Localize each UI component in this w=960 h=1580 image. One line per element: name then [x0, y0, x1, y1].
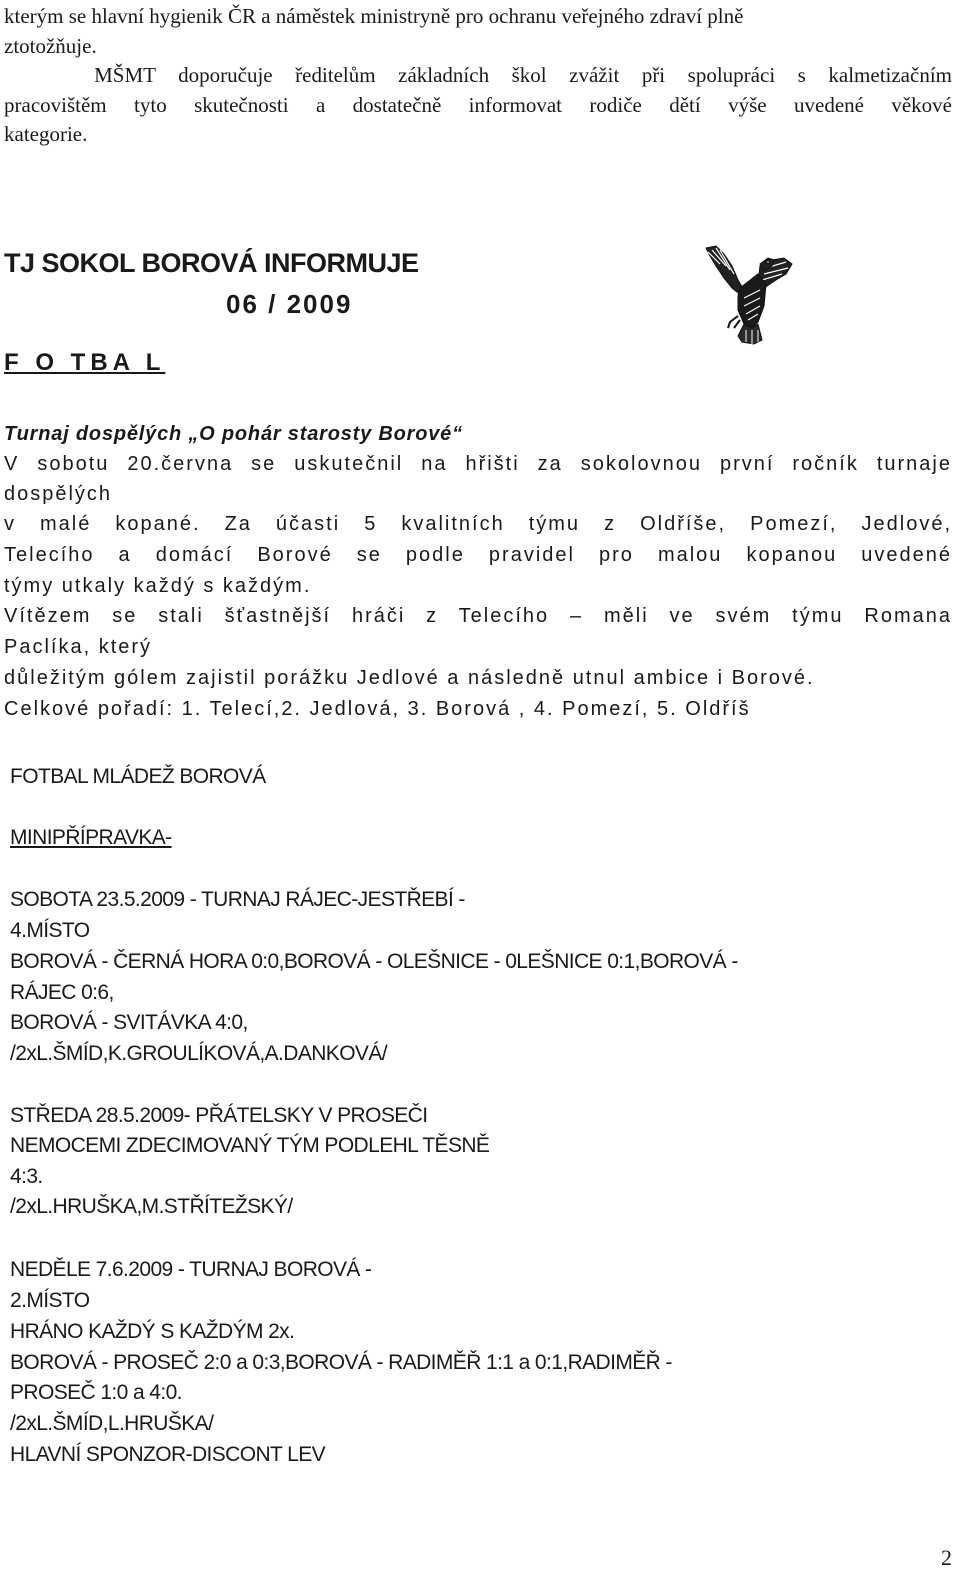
youth-line: /2xL.ŠMÍD,L.HRUŠKA/ — [10, 1412, 214, 1435]
youth-line: /2xL.ŠMÍD,K.GROULÍKOVÁ,A.DANKOVÁ/ — [10, 1042, 387, 1065]
tournament-line: Paclíka, který — [4, 636, 153, 658]
tournament-line: Telecího a domácí Borové se podle pravidel pro malou kopanou uvedené — [4, 544, 952, 566]
page-number: 2 — [941, 1545, 952, 1570]
youth-line: BOROVÁ - ČERNÁ HORA 0:0,BOROVÁ - OLEŠNICE - 0LEŠNICE 0:1,BOROVÁ - — [10, 950, 738, 973]
intro-line-2: ztotožňuje. — [4, 34, 97, 58]
tournament-line: v malé kopané. Za účasti 5 kvalitních týmu z Oldříše, Pomezí, Jedlové, — [4, 513, 952, 535]
youth-line: 4:3. — [10, 1165, 43, 1188]
issue-number: 06 / 2009 — [226, 289, 353, 319]
youth-line: HRÁNO KAŽDÝ S KAŽDÝM 2x. — [10, 1320, 295, 1343]
tournament-heading: Turnaj dospělých „O pohár starosty Borové“ — [4, 423, 463, 445]
youth-line: NEMOCEMI ZDECIMOVANÝ TÝM PODLEHL TĚSNĚ — [10, 1134, 490, 1157]
intro-line-5: kategorie. — [4, 122, 88, 146]
youth-line: BOROVÁ - PROSEČ 2:0 a 0:3,BOROVÁ - RADIMĚŘ 1:1 a 0:1,RADIMĚŘ - — [10, 1351, 672, 1374]
youth-line: STŘEDA 28.5.2009- PŘÁTELSKY V PROSEČI — [10, 1104, 428, 1127]
intro-line-4: pracovištěm tyto skutečnosti a dostatečně informovat rodiče dětí výše uvedené věkové — [4, 93, 952, 117]
youth-line: HLAVNÍ SPONZOR-DISCONT LEV — [10, 1443, 326, 1466]
youth-line: 4.MÍSTO — [10, 919, 90, 942]
tournament-line: Vítězem se stali šťastnější hráči z Telecího – měli ve svém týmu Romana — [4, 605, 952, 627]
tournament-line: týmy utkaly každý s každým. — [4, 575, 312, 597]
youth-line: 2.MÍSTO — [10, 1289, 90, 1312]
tournament-line: V sobotu 20.června se uskutečnil na hřišti za sokolovnou první ročník turnaje — [4, 453, 952, 475]
youth-line: BOROVÁ - SVITÁVKA 4:0, — [10, 1011, 248, 1034]
youth-line: SOBOTA 23.5.2009 - TURNAJ RÁJEC-JESTŘEBÍ - — [10, 888, 465, 911]
intro-line-1: kterým se hlavní hygienik ČR a náměstek ministryně pro ochranu veřejného zdraví plně — [4, 4, 744, 28]
youth-line: RÁJEC 0:6, — [10, 981, 114, 1004]
youth-heading: FOTBAL MLÁDEŽ BOROVÁ — [10, 765, 266, 788]
youth-subheading: MINIPŘÍPRAVKA- — [10, 826, 172, 849]
page-title: TJ SOKOL BOROVÁ INFORMUJE — [4, 248, 419, 278]
tournament-line: důležitým gólem zajistil porážku Jedlové a následně utnul ambice i Borové. — [4, 667, 815, 689]
section-heading-fotbal: F O TBA L — [4, 349, 166, 376]
youth-line: /2xL.HRUŠKA,M.STŘÍTEŽSKÝ/ — [10, 1195, 293, 1218]
tournament-line: dospělých — [4, 483, 113, 505]
tournament-line: Celkové pořadí: 1. Telecí,2. Jedlová, 3. Borová , 4. Pomezí, 5. Oldříš — [4, 698, 751, 720]
eagle-icon — [702, 244, 794, 346]
youth-line: NEDĚLE 7.6.2009 - TURNAJ BOROVÁ - — [10, 1258, 372, 1281]
intro-line-3: MŠMT doporučuje ředitelům základních škol zvážit při spolupráci s kalmetizačním — [4, 63, 952, 87]
youth-line: PROSEČ 1:0 a 4:0. — [10, 1381, 182, 1404]
